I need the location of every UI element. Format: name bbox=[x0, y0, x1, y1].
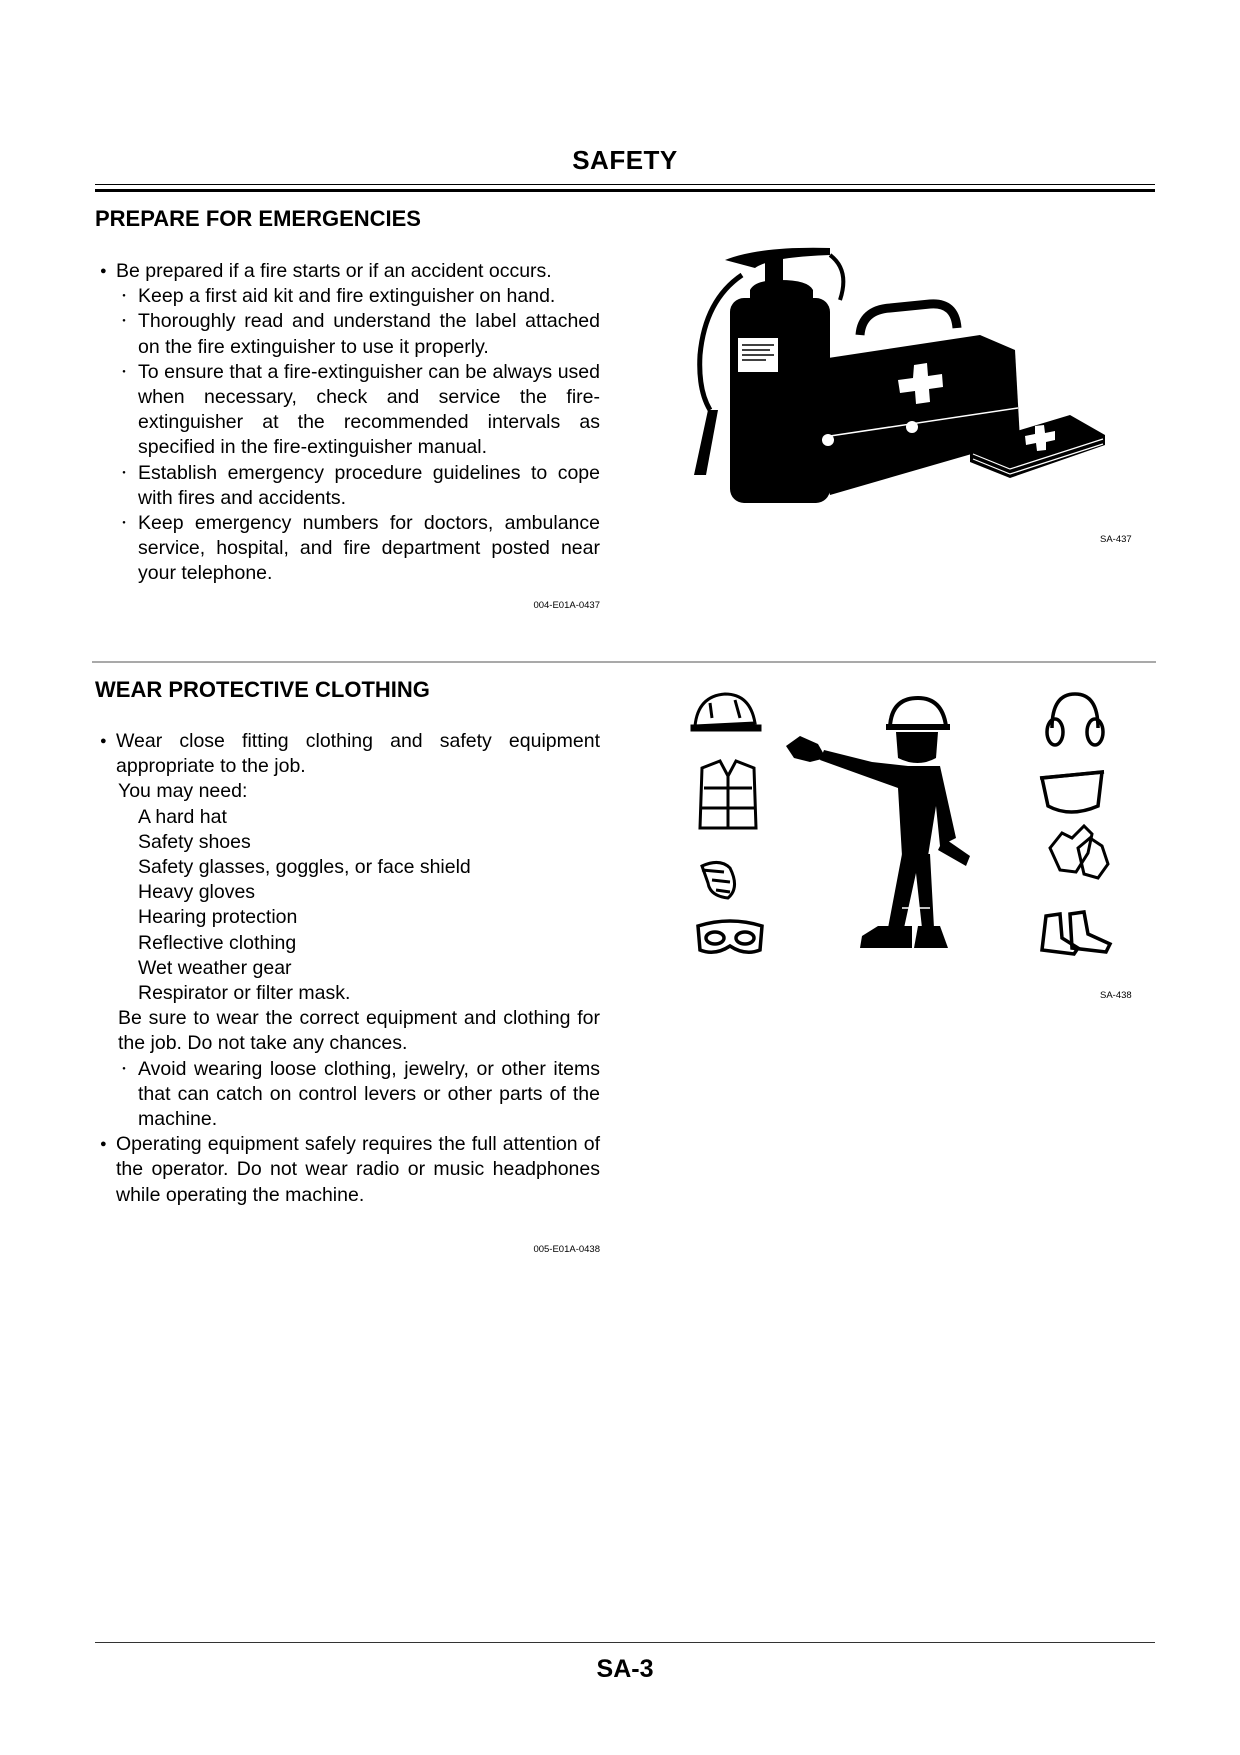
page-title: SAFETY bbox=[572, 145, 678, 175]
safety-goggles-icon bbox=[698, 921, 762, 952]
lead-bullet: ● Operating equipment safely requires the full attention of the operator. Do not wear radio or music headphones while operating the machine. bbox=[100, 1132, 600, 1208]
equipment-item: Heavy gloves bbox=[138, 881, 256, 904]
list-item: ・ Keep emergency numbers for doctors, ambulance service, hospital, and fire department posted near your telephone. bbox=[100, 511, 600, 587]
equipment-item: Reflective clothing bbox=[138, 931, 297, 954]
page-number: SA-3 bbox=[596, 1655, 654, 1683]
heavy-gloves-icon bbox=[1050, 826, 1108, 878]
worker-figure bbox=[786, 698, 970, 948]
footer-rule bbox=[95, 1642, 1155, 1643]
reference-code: 005-E01A-0438 bbox=[533, 1244, 600, 1255]
list-item: ・ Avoid wearing loose clothing, jewelry, or other items that can catch on control levers or other parts of the machine. bbox=[100, 1057, 600, 1133]
you-may-need: You may need: bbox=[118, 780, 248, 803]
protective-clothing-text bbox=[100, 729, 600, 1208]
ear-muffs-icon bbox=[1047, 694, 1103, 745]
equipment-item: Wet weather gear bbox=[138, 956, 292, 979]
lead-bullet: ● Be prepared if a fire starts or if an accident occurs. bbox=[100, 259, 600, 284]
lead-bullet: ● Wear close fitting clothing and safety equipment appropriate to the job. bbox=[100, 729, 600, 779]
section-heading-protective-clothing: WEAR PROTECTIVE CLOTHING bbox=[95, 677, 430, 702]
reflective-vest-icon bbox=[700, 761, 756, 828]
list-item: ・ Thoroughly read and understand the label attached on the fire extinguisher to use it properly. bbox=[100, 309, 600, 359]
list-item: ・ Keep a first aid kit and fire extinguisher on hand. bbox=[100, 284, 600, 309]
safety-shoes-icon bbox=[1042, 912, 1110, 954]
header-rule-thick bbox=[95, 189, 1155, 192]
equipment-item: Safety glasses, goggles, or face shield bbox=[138, 856, 471, 879]
figure-label: SA-437 bbox=[1100, 534, 1132, 545]
hard-hat-icon bbox=[692, 694, 760, 730]
section-divider bbox=[92, 661, 1156, 663]
fire-extinguisher-first-aid-illustration bbox=[680, 240, 1120, 525]
respirator-mask-icon bbox=[702, 862, 735, 898]
equipment-item: Hearing protection bbox=[138, 906, 298, 929]
protective-clothing-illustration bbox=[690, 688, 1130, 978]
emergencies-text bbox=[100, 259, 600, 587]
reminder-text: Be sure to wear the correct equipment and clothing for the job. Do not take any chances. bbox=[118, 1007, 600, 1055]
header-rule bbox=[95, 184, 1155, 185]
face-shield-icon bbox=[1040, 772, 1104, 812]
figure-label: SA-438 bbox=[1100, 990, 1132, 1001]
reference-code: 004-E01A-0437 bbox=[533, 600, 600, 611]
list-item: ・ To ensure that a fire-extinguisher can be always used when necessary, check and service the fire-extinguisher at the recommended intervals as specified in the fire-extinguisher manual. bbox=[100, 360, 600, 461]
equipment-item: Safety shoes bbox=[138, 830, 251, 853]
equipment-item: Respirator or filter mask. bbox=[138, 982, 351, 1005]
list-item: ・ Establish emergency procedure guidelines to cope with fires and accidents. bbox=[100, 461, 600, 511]
equipment-item: A hard hat bbox=[138, 805, 227, 828]
section-heading-emergencies: PREPARE FOR EMERGENCIES bbox=[95, 206, 421, 231]
